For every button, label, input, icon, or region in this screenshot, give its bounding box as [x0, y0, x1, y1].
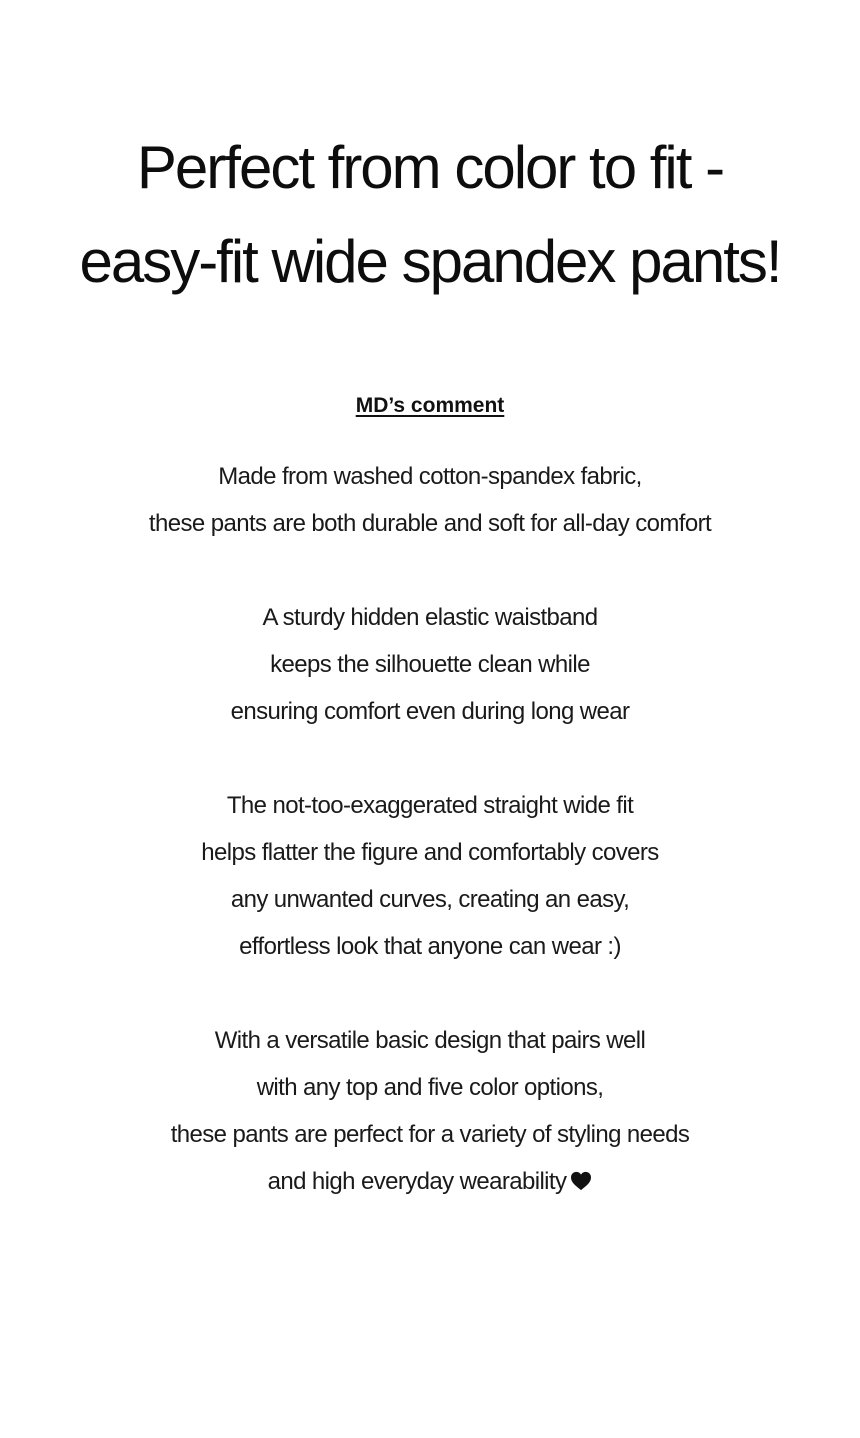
- heart-icon: [570, 1171, 592, 1191]
- section-title-md-comment: MD’s comment: [355, 394, 505, 417]
- headline-line-1: Perfect from color to fit -: [136, 134, 724, 201]
- paragraph-styling: [0, 1017, 860, 1205]
- paragraph-fit: [0, 782, 860, 970]
- paragraph-line: with any top and five color options,: [256, 1074, 604, 1101]
- description-body: [0, 453, 860, 1252]
- paragraph-line: these pants are perfect for a variety of styling needs: [170, 1121, 690, 1148]
- paragraph-line: any unwanted curves, creating an easy,: [230, 886, 630, 913]
- paragraph-line: Made from washed cotton-spandex fabric,: [218, 463, 642, 490]
- paragraph-line: A sturdy hidden elastic waistband: [262, 604, 598, 631]
- paragraph-line-text: and high everyday wearability: [267, 1168, 567, 1195]
- paragraph-last-line: [0, 1158, 860, 1205]
- headline-line-2: easy-fit wide spandex pants!: [79, 228, 781, 295]
- paragraph-line: ensuring comfort even during long wear: [230, 698, 630, 725]
- paragraph-line: With a versatile basic design that pairs well: [214, 1027, 646, 1054]
- paragraph-line: The not-too-exaggerated straight wide fit: [226, 792, 634, 819]
- headline: [0, 121, 860, 309]
- paragraph-line: effortless look that anyone can wear :): [239, 933, 621, 960]
- paragraph-line: helps flatter the figure and comfortably covers: [201, 839, 659, 866]
- paragraph-line: these pants are both durable and soft for all-day comfort: [148, 510, 712, 537]
- paragraph-fabric: [0, 453, 860, 547]
- paragraph-waistband: [0, 594, 860, 735]
- paragraph-line: keeps the silhouette clean while: [270, 651, 590, 678]
